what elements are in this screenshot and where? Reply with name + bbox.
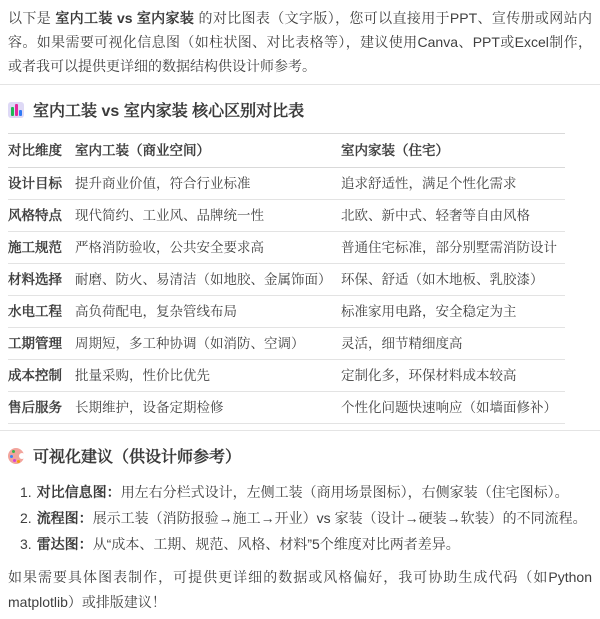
residential-cell: 追求舒适性，满足个性化需求	[341, 168, 565, 200]
commercial-cell: 耐磨、防火、易清洁（如地胶、金属饰面）	[75, 264, 341, 296]
table-row	[8, 296, 565, 328]
table-header-row	[8, 134, 565, 168]
dimension-cell: 工期管理	[8, 328, 75, 360]
advice-item-label: 对比信息图：	[36, 484, 121, 500]
advice-item-text: 用左右分栏式设计，左侧工装（商用场景图标），右侧家装（住宅图标）。	[120, 484, 569, 500]
dimension-cell: 风格特点	[8, 200, 75, 232]
table-body	[8, 168, 565, 424]
advice-item-number: 1.	[20, 484, 32, 500]
advice-section-title	[8, 444, 592, 467]
palette-dot-blue	[10, 455, 13, 458]
advice-item-text: 展示工装（消防报验→施工→开业）vs 家装（设计→硬装→软装）的不同流程。	[92, 510, 587, 526]
dimension-cell: 施工规范	[8, 232, 75, 264]
advice-item-label: 流程图：	[36, 510, 93, 526]
advice-item-label: 雷达图：	[36, 536, 93, 552]
table-row	[8, 232, 565, 264]
palette-dot-orange	[17, 460, 20, 463]
dimension-cell: 水电工程	[8, 296, 75, 328]
bar-chart-icon	[8, 102, 24, 118]
advice-item-number: 2.	[20, 510, 32, 526]
bar-green	[11, 107, 14, 116]
commercial-cell: 现代简约、工业风、品牌统一性	[75, 200, 341, 232]
residential-cell: 定制化多，环保材料成本较高	[341, 360, 565, 392]
bar-pink	[15, 104, 18, 116]
section-divider-bottom	[0, 430, 600, 431]
advice-item	[20, 479, 592, 505]
dimension-cell: 售后服务	[8, 392, 75, 424]
advice-list	[8, 479, 592, 557]
advice-item-number: 3.	[20, 536, 32, 552]
commercial-cell: 批量采购，性价比优先	[75, 360, 341, 392]
commercial-cell: 提升商业价值，符合行业标准	[75, 168, 341, 200]
comparison-section-title-text: 室内工装 vs 室内家装 核心区别对比表	[33, 103, 305, 120]
residential-cell: 环保、舒适（如木地板、乳胶漆）	[341, 264, 565, 296]
intro-text-bold: 室内工装 vs 室内家装	[55, 10, 195, 26]
section-divider-top	[0, 84, 600, 85]
outro-paragraph: 如果需要具体图表制作，可提供更详细的数据或风格偏好，我可协助生成代码（如Python matplotlib）或排版建议！	[8, 569, 592, 610]
palette-dot-green	[12, 450, 15, 453]
advice-item	[20, 531, 592, 557]
comparison-section-title	[8, 98, 592, 121]
residential-cell: 灵活，细节精细度高	[341, 328, 565, 360]
advice-item	[20, 505, 592, 531]
header-commercial: 室内工装（商业空间）	[75, 134, 341, 168]
commercial-cell: 周期短，多工种协调（如消防、空调）	[75, 328, 341, 360]
header-dimension: 对比维度	[8, 134, 75, 168]
table-row	[8, 168, 565, 200]
commercial-cell: 长期维护，设备定期检修	[75, 392, 341, 424]
table-row	[8, 360, 565, 392]
comparison-table	[8, 133, 565, 424]
header-residential: 室内家装（住宅）	[341, 134, 565, 168]
dimension-cell: 材料选择	[8, 264, 75, 296]
dimension-cell: 成本控制	[8, 360, 75, 392]
dimension-cell: 设计目标	[8, 168, 75, 200]
table-row	[8, 264, 565, 296]
commercial-cell: 高负荷配电，复杂管线布局	[75, 296, 341, 328]
table-row	[8, 392, 565, 424]
advice-section-title-text: 可视化建议（供设计师参考）	[33, 449, 242, 466]
palette-thumb-hole	[19, 453, 25, 459]
residential-cell: 标准家用电路，安全稳定为主	[341, 296, 565, 328]
residential-cell: 个性化问题快速响应（如墙面修补）	[341, 392, 565, 424]
commercial-cell: 严格消防验收，公共安全要求高	[75, 232, 341, 264]
intro-text-pre: 以下是	[8, 10, 56, 26]
residential-cell: 普通住宅标准，部分别墅需消防设计	[341, 232, 565, 264]
bar-blue	[19, 110, 22, 116]
palette-icon	[8, 448, 24, 464]
table-row	[8, 328, 565, 360]
intro-paragraph	[8, 6, 592, 78]
advice-item-text: 从“成本、工期、规范、风格、材料”5个维度对比两者差异。	[92, 536, 460, 552]
table-row	[8, 200, 565, 232]
palette-dot-magenta	[13, 459, 16, 462]
residential-cell: 北欧、新中式、轻奢等自由风格	[341, 200, 565, 232]
intro-text-post: 的对比图表（文字版），您可以直接用于PPT、宣传册或网站内容。如果需要可视化信息图（如柱状图、对比表格等），建议使用Canva、PPT或Excel制作，或者我可以提供更详细的数据结构供设计师参考。	[8, 10, 592, 74]
